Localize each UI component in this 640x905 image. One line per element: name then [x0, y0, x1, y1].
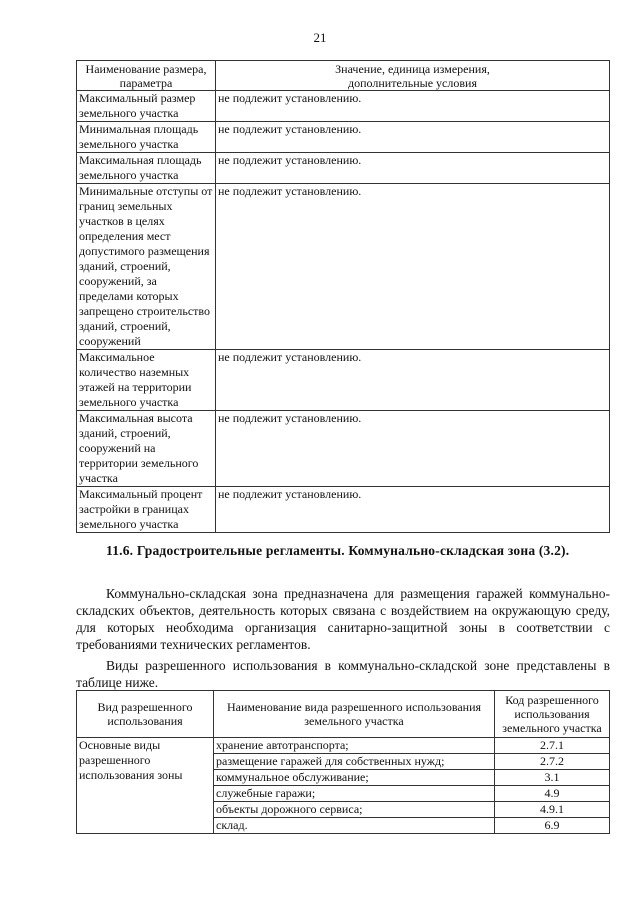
- param-cell: Максимальный процент застройки в границах земельного участка: [77, 487, 216, 533]
- header-use-type: Вид разрешенного использования: [77, 691, 214, 738]
- use-code-cell: 2.7.1: [495, 738, 610, 754]
- use-code-cell: 3.1: [495, 770, 610, 786]
- use-name-cell: служебные гаражи;: [214, 786, 495, 802]
- use-code-cell: 4.9.1: [495, 802, 610, 818]
- value-cell: не подлежит установлению.: [216, 91, 610, 122]
- table-row: [77, 350, 610, 411]
- header-use-name: Наименование вида разрешенного использования земельного участка: [214, 691, 495, 738]
- use-name-cell: склад.: [214, 818, 495, 834]
- use-code-cell: 4.9: [495, 786, 610, 802]
- table-row: [77, 487, 610, 533]
- value-cell: не подлежит установлению.: [216, 184, 610, 350]
- value-cell: не подлежит установлению.: [216, 153, 610, 184]
- value-cell: не подлежит установлению.: [216, 411, 610, 487]
- header-value-line1: Значение, единица измерения,: [335, 62, 490, 76]
- param-cell: Максимальная высота зданий, строений, сооружений на территории земельного участка: [77, 411, 216, 487]
- use-name-cell: коммунальное обслуживание;: [214, 770, 495, 786]
- param-cell: Максимальная площадь земельного участка: [77, 153, 216, 184]
- value-cell: не подлежит установлению.: [216, 122, 610, 153]
- param-cell: Минимальные отступы от границ земельных участков в целях определения мест допустимого размещения зданий, строений, сооружений, за пределами которых запрещено строительство зданий, строений, сооружений: [77, 184, 216, 350]
- value-cell: не подлежит установлению.: [216, 350, 610, 411]
- param-cell: Минимальная площадь земельного участка: [77, 122, 216, 153]
- use-name-cell: объекты дорожного сервиса;: [214, 802, 495, 818]
- page-number: 21: [313, 30, 327, 45]
- table-row: [77, 153, 610, 184]
- use-name-cell: хранение автотранспорта;: [214, 738, 495, 754]
- param-cell: Максимальное количество наземных этажей на территории земельного участка: [77, 350, 216, 411]
- table-row: [77, 184, 610, 350]
- use-code-cell: 2.7.2: [495, 754, 610, 770]
- table-header-row: [77, 691, 610, 738]
- section-heading: 11.6. Градостроительные регламенты. Коммунально-складская зона (3.2).: [106, 543, 570, 558]
- use-code-cell: 6.9: [495, 818, 610, 834]
- header-use-code: Код разрешенного использования земельного участка: [495, 691, 610, 738]
- table-header-row: [77, 61, 610, 91]
- section-paragraph-2: Виды разрешенного использования в коммунально-складской зоне представлены в таблице ниже.: [76, 658, 610, 690]
- use-name-cell: размещение гаражей для собственных нужд;: [214, 754, 495, 770]
- value-cell: не подлежит установлению.: [216, 487, 610, 533]
- permitted-uses-table: [76, 690, 610, 834]
- table-row: [77, 91, 610, 122]
- table-row: [77, 122, 610, 153]
- header-value: [216, 61, 610, 91]
- table-row: [77, 738, 610, 754]
- section-paragraph-1: Коммунально-складская зона предназначена для размещения гаражей коммунально-складских объектов, деятельность которых связана с воздействием на окружающую среду, для которых необходима организация санитарно-защитной зоны в соответствии с требованиями технических регламентов.: [76, 586, 610, 652]
- category-cell: Основные виды разрешенного использования зоны: [77, 738, 214, 834]
- parameters-table: [76, 60, 610, 533]
- header-value-line2: дополнительные условия: [348, 76, 477, 90]
- param-cell: Максимальный размер земельного участка: [77, 91, 216, 122]
- table-row: [77, 411, 610, 487]
- header-param: Наименование размера, параметра: [77, 61, 216, 91]
